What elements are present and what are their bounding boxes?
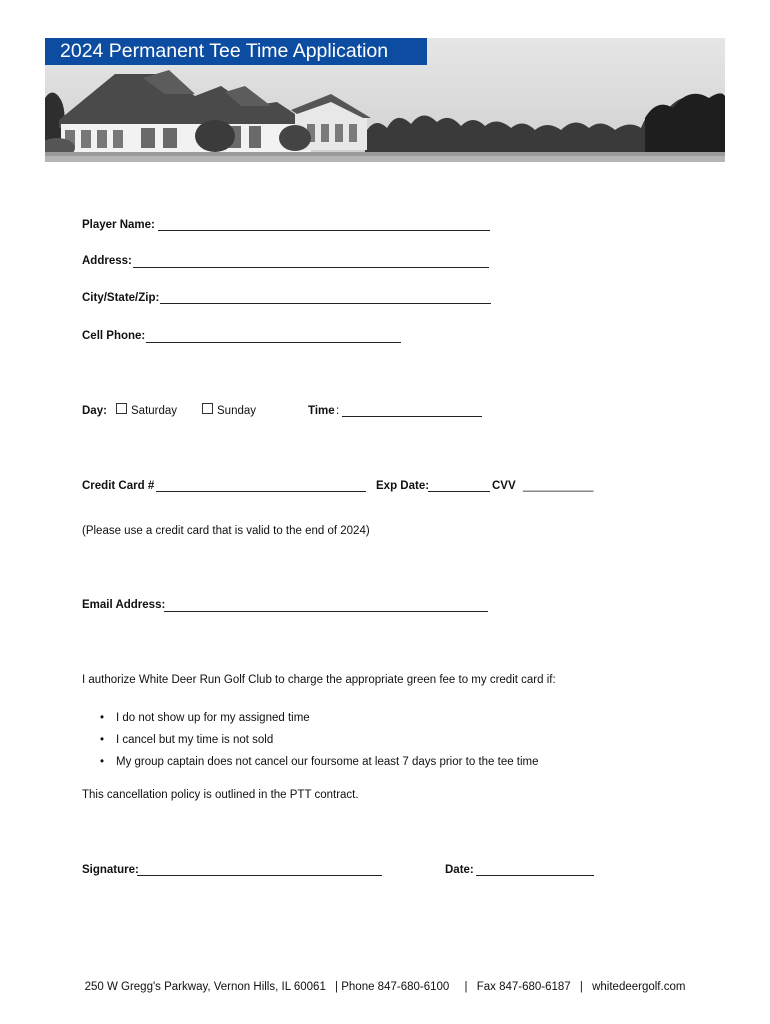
cancellation-policy-text: This cancellation policy is outlined in the PTT contract. [82,789,359,801]
signature-field[interactable] [137,875,382,876]
date-label: Date: [445,864,474,876]
player-name-label: Player Name: [82,219,155,231]
credit-card-label: Credit Card # [82,480,155,492]
day-label: Day: [82,405,107,417]
list-item: • My group captain does not cancel our foursome at least 7 days prior to the tee time [100,754,539,776]
footer-phone: | Phone 847-680-6100 [335,981,450,993]
signature-label: Signature: [82,864,139,876]
cancellation-conditions-list [100,710,539,776]
city-state-zip-field[interactable] [160,303,491,304]
time-colon: : [336,405,340,417]
time-field[interactable] [342,416,482,417]
address-label: Address: [82,255,132,267]
date-field[interactable] [476,875,594,876]
city-state-zip-label: City/State/Zip: [82,292,160,304]
footer-contact [0,981,770,993]
cvv-field[interactable]: ___________ [523,480,594,492]
exp-date-field[interactable] [428,491,490,492]
footer-separator: | [464,981,468,993]
list-item: • I cancel but my time is not sold [100,732,539,754]
email-label: Email Address: [82,599,166,611]
saturday-option-label: Saturday [131,405,178,417]
footer-fax: Fax 847-680-6187 [476,981,571,993]
credit-card-note: (Please use a credit card that is valid to the end of 2024) [82,525,370,537]
saturday-checkbox[interactable] [116,403,127,414]
email-field[interactable] [164,611,488,612]
authorization-text: I authorize White Deer Run Golf Club to charge the appropriate green fee to my credit card if: [82,674,556,686]
footer-website[interactable]: whitedeergolf.com [592,981,686,993]
page-title: 2024 Permanent Tee Time Application [45,38,427,65]
cell-phone-field[interactable] [146,342,401,343]
exp-date-label: Exp Date: [376,480,430,492]
list-item: • I do not show up for my assigned time [100,710,539,732]
address-field[interactable] [133,267,489,268]
header-banner [45,38,725,162]
time-label: Time [308,405,335,417]
credit-card-field[interactable] [156,491,366,492]
player-name-field[interactable] [158,230,490,231]
cell-phone-label: Cell Phone: [82,330,146,342]
sunday-option-label: Sunday [217,405,257,417]
footer-separator: | [579,981,583,993]
cvv-label: CVV [492,480,516,492]
sunday-checkbox[interactable] [202,403,213,414]
footer-address: 250 W Gregg's Parkway, Vernon Hills, IL 60061 [84,981,326,993]
